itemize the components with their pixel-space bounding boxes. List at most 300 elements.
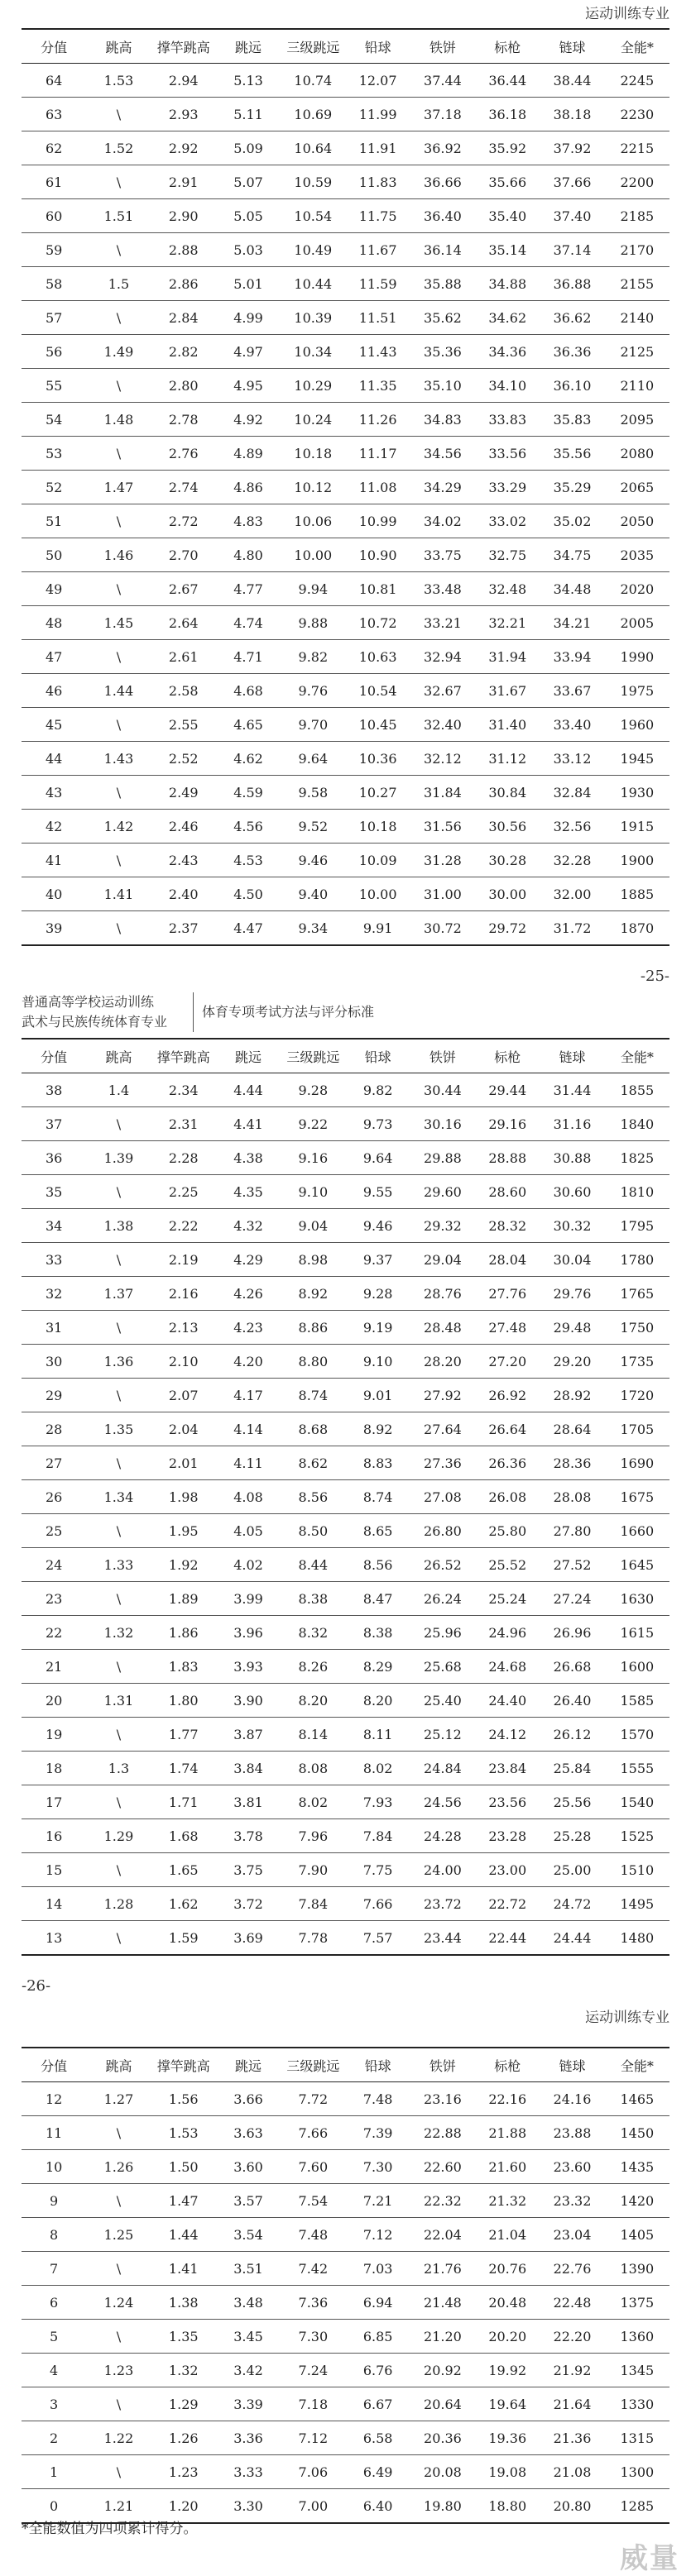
- table-cell: 21.32: [475, 2184, 540, 2218]
- table-cell: \: [86, 1718, 151, 1752]
- table-cell: \: [86, 369, 151, 403]
- table-cell: 7.90: [281, 1853, 345, 1887]
- table-cell: \: [86, 301, 151, 335]
- table-cell: 3.75: [216, 1853, 281, 1887]
- table-row: [22, 64, 669, 98]
- table-cell: 9.19: [345, 1311, 410, 1345]
- table-cell: 9.91: [345, 911, 410, 946]
- table-cell: 8.20: [345, 1684, 410, 1718]
- table-cell: 27.80: [540, 1514, 604, 1548]
- table-cell: 9.37: [345, 1243, 410, 1277]
- table-row: [22, 606, 669, 640]
- table-cell: 4.89: [216, 437, 281, 471]
- table-row: [22, 2455, 669, 2489]
- table-cell: 10.69: [281, 98, 345, 131]
- table-cell: 36.40: [410, 199, 475, 233]
- table-row: [22, 1921, 669, 1956]
- table-cell: 32.12: [410, 742, 475, 776]
- table-cell: 33.67: [540, 674, 604, 708]
- table-cell: 1540: [605, 1785, 669, 1819]
- table-cell: 26.24: [410, 1582, 475, 1616]
- table-cell: 35.02: [540, 504, 604, 538]
- table-cell: 23.56: [475, 1785, 540, 1819]
- table-cell: 3: [22, 2387, 86, 2421]
- column-header: 跳高: [86, 29, 151, 64]
- table-cell: 2.64: [151, 606, 216, 640]
- table-cell: 2110: [605, 369, 669, 403]
- table-cell: 9.64: [281, 742, 345, 776]
- table-cell: 1990: [605, 640, 669, 674]
- table-cell: 3.72: [216, 1887, 281, 1921]
- table-cell: 9.28: [345, 1277, 410, 1311]
- table-cell: 64: [22, 64, 86, 98]
- table-cell: 1885: [605, 877, 669, 911]
- table-row: [22, 911, 669, 946]
- table-cell: 20.92: [410, 2354, 475, 2387]
- table-cell: 5.05: [216, 199, 281, 233]
- table-cell: 8.92: [281, 1277, 345, 1311]
- table-cell: 7.66: [345, 1887, 410, 1921]
- table-cell: 37.40: [540, 199, 604, 233]
- table-cell: 33.29: [475, 471, 540, 504]
- table-cell: 11.17: [345, 437, 410, 471]
- page-number: -26-: [22, 1977, 51, 1995]
- table-cell: 33.02: [475, 504, 540, 538]
- table-row: [22, 1379, 669, 1412]
- table-cell: 34.29: [410, 471, 475, 504]
- table-cell: 11.26: [345, 403, 410, 437]
- table-row: [22, 165, 669, 199]
- table-row: [22, 1412, 669, 1446]
- table-cell: 34.21: [540, 606, 604, 640]
- table-cell: 9.10: [345, 1345, 410, 1379]
- table-cell: 1.50: [151, 2150, 216, 2184]
- table-cell: 2.76: [151, 437, 216, 471]
- table-cell: 37: [22, 1107, 86, 1141]
- table-cell: 27.92: [410, 1379, 475, 1412]
- table-cell: 4: [22, 2354, 86, 2387]
- table-cell: 1.74: [151, 1752, 216, 1785]
- table-cell: 27.24: [540, 1582, 604, 1616]
- table-cell: 1.26: [151, 2421, 216, 2455]
- running-header-right: 运动训练专业: [585, 6, 669, 22]
- table-cell: 2.82: [151, 335, 216, 369]
- table-cell: 2.52: [151, 742, 216, 776]
- table-cell: 1300: [605, 2455, 669, 2489]
- table-cell: 20: [22, 1684, 86, 1718]
- table-cell: 7.75: [345, 1853, 410, 1887]
- table-cell: 1900: [605, 844, 669, 877]
- table-row: [22, 504, 669, 538]
- table-cell: 6.76: [345, 2354, 410, 2387]
- table-cell: \: [86, 1650, 151, 1684]
- table-cell: 10.81: [345, 572, 410, 606]
- table-cell: 1.83: [151, 1650, 216, 1684]
- table-cell: 25.24: [475, 1582, 540, 1616]
- table-cell: 8.02: [281, 1785, 345, 1819]
- table-row: [22, 844, 669, 877]
- table-cell: 3.33: [216, 2455, 281, 2489]
- table-cell: 1.59: [151, 1921, 216, 1956]
- table-cell: 2.19: [151, 1243, 216, 1277]
- table-cell: 36.14: [410, 233, 475, 267]
- table-cell: 3.36: [216, 2421, 281, 2455]
- table-cell: 8.92: [345, 1412, 410, 1446]
- table-cell: 2.86: [151, 267, 216, 301]
- table-row: [22, 742, 669, 776]
- table-cell: 1480: [605, 1921, 669, 1956]
- table-cell: 8.74: [345, 1480, 410, 1514]
- table-cell: 7.48: [281, 2218, 345, 2252]
- table-cell: 1645: [605, 1548, 669, 1582]
- table-cell: 1.95: [151, 1514, 216, 1548]
- column-header: 跳高: [86, 1039, 151, 1073]
- table-cell: 9.40: [281, 877, 345, 911]
- table-cell: 14: [22, 1887, 86, 1921]
- table-cell: 19.08: [475, 2455, 540, 2489]
- table-cell: 2.10: [151, 1345, 216, 1379]
- table-cell: 2080: [605, 437, 669, 471]
- table-cell: 2.13: [151, 1311, 216, 1345]
- table-cell: 47: [22, 640, 86, 674]
- table-cell: 29.76: [540, 1277, 604, 1311]
- table-cell: 60: [22, 199, 86, 233]
- table-cell: 1675: [605, 1480, 669, 1514]
- table-cell: 24.12: [475, 1718, 540, 1752]
- table-cell: 7: [22, 2252, 86, 2286]
- table-cell: 24.28: [410, 1819, 475, 1853]
- table-cell: \: [86, 2320, 151, 2354]
- table-cell: 2035: [605, 538, 669, 572]
- table-cell: 34: [22, 1209, 86, 1243]
- table-cell: 10.54: [281, 199, 345, 233]
- table-row: [22, 2320, 669, 2354]
- column-header: 跳远: [216, 1039, 281, 1073]
- table-cell: 4.80: [216, 538, 281, 572]
- table-cell: 7.21: [345, 2184, 410, 2218]
- table-cell: 7.00: [281, 2489, 345, 2524]
- column-header: 撑竿跳高: [151, 2048, 216, 2082]
- table-cell: 27.48: [475, 1311, 540, 1345]
- table-cell: 1.23: [151, 2455, 216, 2489]
- table-cell: 7.30: [345, 2150, 410, 2184]
- table-cell: 21.92: [540, 2354, 604, 2387]
- footnote: *全能数值为四项累计得分。: [22, 2521, 198, 2537]
- table-cell: 1585: [605, 1684, 669, 1718]
- table-cell: 10.12: [281, 471, 345, 504]
- table-cell: 10.29: [281, 369, 345, 403]
- table-row: [22, 1650, 669, 1684]
- column-header: 三级跳远: [281, 1039, 345, 1073]
- table-cell: 4.83: [216, 504, 281, 538]
- table-cell: 6.94: [345, 2286, 410, 2320]
- table-row: [22, 2387, 669, 2421]
- table-cell: 3.39: [216, 2387, 281, 2421]
- running-header-right-title: 体育专项考试方法与评分标准: [202, 1004, 375, 1020]
- table-cell: 21.88: [475, 2116, 540, 2150]
- table-cell: 1.89: [151, 1582, 216, 1616]
- table-cell: 8: [22, 2218, 86, 2252]
- table-cell: 26.92: [475, 1379, 540, 1412]
- table-cell: 9.10: [281, 1175, 345, 1209]
- table-cell: 1465: [605, 2082, 669, 2116]
- table-cell: 1690: [605, 1446, 669, 1480]
- table-cell: 3.99: [216, 1582, 281, 1616]
- table-cell: 2215: [605, 131, 669, 165]
- table-cell: \: [86, 1243, 151, 1277]
- table-cell: 28.88: [475, 1141, 540, 1175]
- column-header: 全能*: [605, 29, 669, 64]
- table-cell: 33.83: [475, 403, 540, 437]
- table-cell: 9.58: [281, 776, 345, 810]
- table-cell: 24.44: [540, 1921, 604, 1956]
- table-cell: 2.43: [151, 844, 216, 877]
- table-row: [22, 1582, 669, 1616]
- table-cell: 24.00: [410, 1853, 475, 1887]
- table-cell: 7.36: [281, 2286, 345, 2320]
- table-cell: 52: [22, 471, 86, 504]
- table-cell: 27: [22, 1446, 86, 1480]
- table-cell: 1495: [605, 1887, 669, 1921]
- table-cell: 51: [22, 504, 86, 538]
- table-cell: 8.02: [345, 1752, 410, 1785]
- table-cell: 40: [22, 877, 86, 911]
- table-cell: 3.45: [216, 2320, 281, 2354]
- table-cell: 1.38: [151, 2286, 216, 2320]
- table-cell: 1.35: [86, 1412, 151, 1446]
- table-row: [22, 2116, 669, 2150]
- table-row: [22, 640, 669, 674]
- table-cell: 4.56: [216, 810, 281, 844]
- table-cell: 34.36: [475, 335, 540, 369]
- table-cell: 9.64: [345, 1141, 410, 1175]
- table-cell: 8.62: [281, 1446, 345, 1480]
- table-cell: 27.20: [475, 1345, 540, 1379]
- table-cell: 4.32: [216, 1209, 281, 1243]
- table-cell: 32.84: [540, 776, 604, 810]
- table-cell: 8.11: [345, 1718, 410, 1752]
- table-cell: 1.26: [86, 2150, 151, 2184]
- table-row: [22, 437, 669, 471]
- table-cell: 1.45: [86, 606, 151, 640]
- table-cell: 16: [22, 1819, 86, 1853]
- column-header: 分值: [22, 2048, 86, 2082]
- table-cell: 10.90: [345, 538, 410, 572]
- table-cell: 1600: [605, 1650, 669, 1684]
- score-table-2: [22, 1038, 669, 1956]
- table-cell: 4.74: [216, 606, 281, 640]
- table-cell: 30.44: [410, 1073, 475, 1107]
- table-cell: 1.38: [86, 1209, 151, 1243]
- table-row: [22, 2252, 669, 2286]
- table-cell: 19.92: [475, 2354, 540, 2387]
- table-cell: 28.36: [540, 1446, 604, 1480]
- table-cell: 24.56: [410, 1785, 475, 1819]
- table-cell: 1.65: [151, 1853, 216, 1887]
- table-cell: 21: [22, 1650, 86, 1684]
- table-cell: 2.78: [151, 403, 216, 437]
- table-cell: 2.84: [151, 301, 216, 335]
- table-cell: 1.47: [86, 471, 151, 504]
- table-cell: 10.72: [345, 606, 410, 640]
- running-header-left: 普通高等学校运动训练 武术与民族传统体育专业: [22, 994, 168, 1030]
- table-cell: 29.60: [410, 1175, 475, 1209]
- table-cell: 1735: [605, 1345, 669, 1379]
- table-cell: 38.44: [540, 64, 604, 98]
- table-cell: 25.80: [475, 1514, 540, 1548]
- table-header-row: [22, 29, 669, 64]
- table-cell: 25.52: [475, 1548, 540, 1582]
- table-cell: 5.13: [216, 64, 281, 98]
- table-cell: 8.50: [281, 1514, 345, 1548]
- table-cell: 9.34: [281, 911, 345, 946]
- table-cell: 8.47: [345, 1582, 410, 1616]
- table-cell: 4.53: [216, 844, 281, 877]
- table-cell: 10.27: [345, 776, 410, 810]
- table-cell: 1780: [605, 1243, 669, 1277]
- table-row: [22, 1853, 669, 1887]
- table-cell: 7.60: [281, 2150, 345, 2184]
- table-row: [22, 572, 669, 606]
- table-cell: 4.95: [216, 369, 281, 403]
- table-cell: \: [86, 437, 151, 471]
- table-cell: 10.09: [345, 844, 410, 877]
- table-cell: \: [86, 2184, 151, 2218]
- table-cell: 23.84: [475, 1752, 540, 1785]
- table-cell: 4.65: [216, 708, 281, 742]
- table-cell: 11.99: [345, 98, 410, 131]
- table-cell: 1.29: [86, 1819, 151, 1853]
- table-cell: 10.24: [281, 403, 345, 437]
- table-cell: 2125: [605, 335, 669, 369]
- table-cell: 2.94: [151, 64, 216, 98]
- table-cell: 20.08: [410, 2455, 475, 2489]
- table-cell: \: [86, 1311, 151, 1345]
- table-cell: 1.53: [151, 2116, 216, 2150]
- table-cell: 35.62: [410, 301, 475, 335]
- table-cell: 9.70: [281, 708, 345, 742]
- table-cell: 11.67: [345, 233, 410, 267]
- table-cell: 2.74: [151, 471, 216, 504]
- table-cell: 7.30: [281, 2320, 345, 2354]
- table-row: [22, 1819, 669, 1853]
- table-cell: 3.87: [216, 1718, 281, 1752]
- table-cell: 3.63: [216, 2116, 281, 2150]
- table-cell: 37.18: [410, 98, 475, 131]
- table-cell: 1.44: [151, 2218, 216, 2252]
- table-cell: 8.08: [281, 1752, 345, 1785]
- table-cell: 2.28: [151, 1141, 216, 1175]
- table-cell: 8.74: [281, 1379, 345, 1412]
- table-cell: 36.18: [475, 98, 540, 131]
- table-cell: 4.59: [216, 776, 281, 810]
- table-cell: 9.55: [345, 1175, 410, 1209]
- table-cell: 32: [22, 1277, 86, 1311]
- column-header: 撑竿跳高: [151, 1039, 216, 1073]
- table-cell: 36: [22, 1141, 86, 1175]
- table-cell: 5.09: [216, 131, 281, 165]
- table-cell: 7.66: [281, 2116, 345, 2150]
- column-header: 铁饼: [410, 1039, 475, 1073]
- table-cell: 11.83: [345, 165, 410, 199]
- table-cell: 28.20: [410, 1345, 475, 1379]
- table-cell: 28.08: [540, 1480, 604, 1514]
- table-cell: 32.00: [540, 877, 604, 911]
- table-cell: 2155: [605, 267, 669, 301]
- table-cell: 4.05: [216, 1514, 281, 1548]
- table-cell: 21.08: [540, 2455, 604, 2489]
- table-cell: 2.40: [151, 877, 216, 911]
- table-cell: \: [86, 1785, 151, 1819]
- table-cell: 22.60: [410, 2150, 475, 2184]
- table-cell: 30.88: [540, 1141, 604, 1175]
- table-cell: 42: [22, 810, 86, 844]
- running-header-divider: [193, 992, 194, 1032]
- table-cell: 1975: [605, 674, 669, 708]
- table-cell: 1660: [605, 1514, 669, 1548]
- table-row: [22, 267, 669, 301]
- table-cell: 35: [22, 1175, 86, 1209]
- table-cell: 2.07: [151, 1379, 216, 1412]
- table-cell: 36.62: [540, 301, 604, 335]
- table-cell: 54: [22, 403, 86, 437]
- table-cell: 4.08: [216, 1480, 281, 1514]
- table-cell: 31.56: [410, 810, 475, 844]
- table-cell: 11.59: [345, 267, 410, 301]
- table-row: [22, 1548, 669, 1582]
- table-cell: 2.49: [151, 776, 216, 810]
- table-row: [22, 1616, 669, 1650]
- table-cell: 33.21: [410, 606, 475, 640]
- table-cell: 2.80: [151, 369, 216, 403]
- table-cell: 1.27: [86, 2082, 151, 2116]
- table-cell: 21.60: [475, 2150, 540, 2184]
- table-row: [22, 810, 669, 844]
- table-cell: 25.28: [540, 1819, 604, 1853]
- table-cell: 26.68: [540, 1650, 604, 1684]
- table-cell: 2.31: [151, 1107, 216, 1141]
- table-cell: \: [86, 98, 151, 131]
- table-cell: 2005: [605, 606, 669, 640]
- table-cell: 33.48: [410, 572, 475, 606]
- table-cell: 1.21: [86, 2489, 151, 2524]
- table-cell: 9.16: [281, 1141, 345, 1175]
- table-cell: 8.29: [345, 1650, 410, 1684]
- table-cell: 5.11: [216, 98, 281, 131]
- table-row: [22, 1684, 669, 1718]
- table-cell: 1705: [605, 1412, 669, 1446]
- table-row: [22, 1785, 669, 1819]
- table-cell: 19.64: [475, 2387, 540, 2421]
- table-cell: 10.06: [281, 504, 345, 538]
- table-cell: 29.48: [540, 1311, 604, 1345]
- table-cell: 4.92: [216, 403, 281, 437]
- table-cell: 30.00: [475, 877, 540, 911]
- table-cell: 30.04: [540, 1243, 604, 1277]
- table-row: [22, 1752, 669, 1785]
- table-cell: 10.36: [345, 742, 410, 776]
- table-cell: 9.73: [345, 1107, 410, 1141]
- table-cell: 20.48: [475, 2286, 540, 2320]
- table-cell: 6.58: [345, 2421, 410, 2455]
- table-cell: 2.25: [151, 1175, 216, 1209]
- table-cell: \: [86, 2387, 151, 2421]
- table-cell: 9.28: [281, 1073, 345, 1107]
- column-header: 链球: [540, 1039, 604, 1073]
- table-cell: 26.36: [475, 1446, 540, 1480]
- table-row: [22, 2218, 669, 2252]
- table-cell: 10.45: [345, 708, 410, 742]
